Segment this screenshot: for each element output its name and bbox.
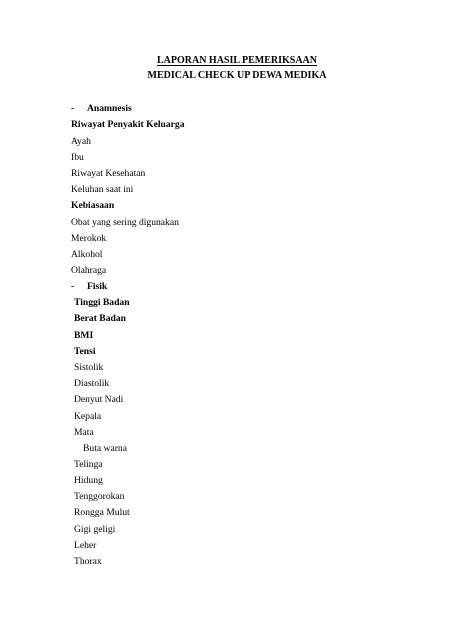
smoking-label: Merokok — [71, 233, 107, 244]
thorax-label: Thorax — [74, 556, 102, 567]
weight-label: Berat Badan — [74, 313, 126, 324]
ears-label: Telinga — [74, 459, 103, 470]
height-label: Tinggi Badan — [74, 297, 130, 308]
bmi-label: BMI — [74, 330, 94, 341]
habits-heading: Kebiasaan — [71, 200, 115, 211]
throat-label: Tenggorokan — [74, 491, 125, 502]
alcohol-label: Alkohol — [71, 249, 103, 260]
physical-bullet: - — [71, 281, 75, 292]
color-blind-label: Buta warna — [83, 443, 127, 454]
blood-pressure-label: Tensi — [74, 346, 96, 357]
health-history-label: Riwayat Kesehatan — [71, 168, 146, 179]
mother-label: Ibu — [71, 152, 84, 163]
nose-label: Hidung — [74, 475, 103, 486]
teeth-label: Gigi geligi — [74, 524, 116, 535]
anamnesis-heading: Anamnesis — [87, 103, 132, 114]
current-complaint-label: Keluhan saat ini — [71, 184, 134, 195]
systolic-label: Sistolik — [74, 362, 104, 373]
oral-cavity-label: Rongga Mulut — [74, 507, 130, 518]
exercise-label: Olahraga — [71, 265, 107, 276]
physical-heading: Fisik — [87, 281, 108, 292]
report-subtitle: MEDICAL CHECK UP DEWA MEDIKA — [147, 70, 327, 81]
head-label: Kepala — [74, 411, 102, 422]
eyes-label: Mata — [74, 427, 94, 438]
diastolic-label: Diastolik — [74, 378, 110, 389]
report-title: LAPORAN HASIL PEMERIKSAAN — [156, 55, 318, 66]
anamnesis-bullet: - — [71, 103, 75, 114]
pulse-label: Denyut Nadi — [74, 394, 124, 405]
neck-label: Leher — [74, 540, 97, 551]
family-history-heading: Riwayat Penyakit Keluarga — [71, 119, 185, 130]
father-label: Ayah — [71, 136, 91, 147]
medication-label: Obat yang sering digunakan — [71, 217, 179, 228]
